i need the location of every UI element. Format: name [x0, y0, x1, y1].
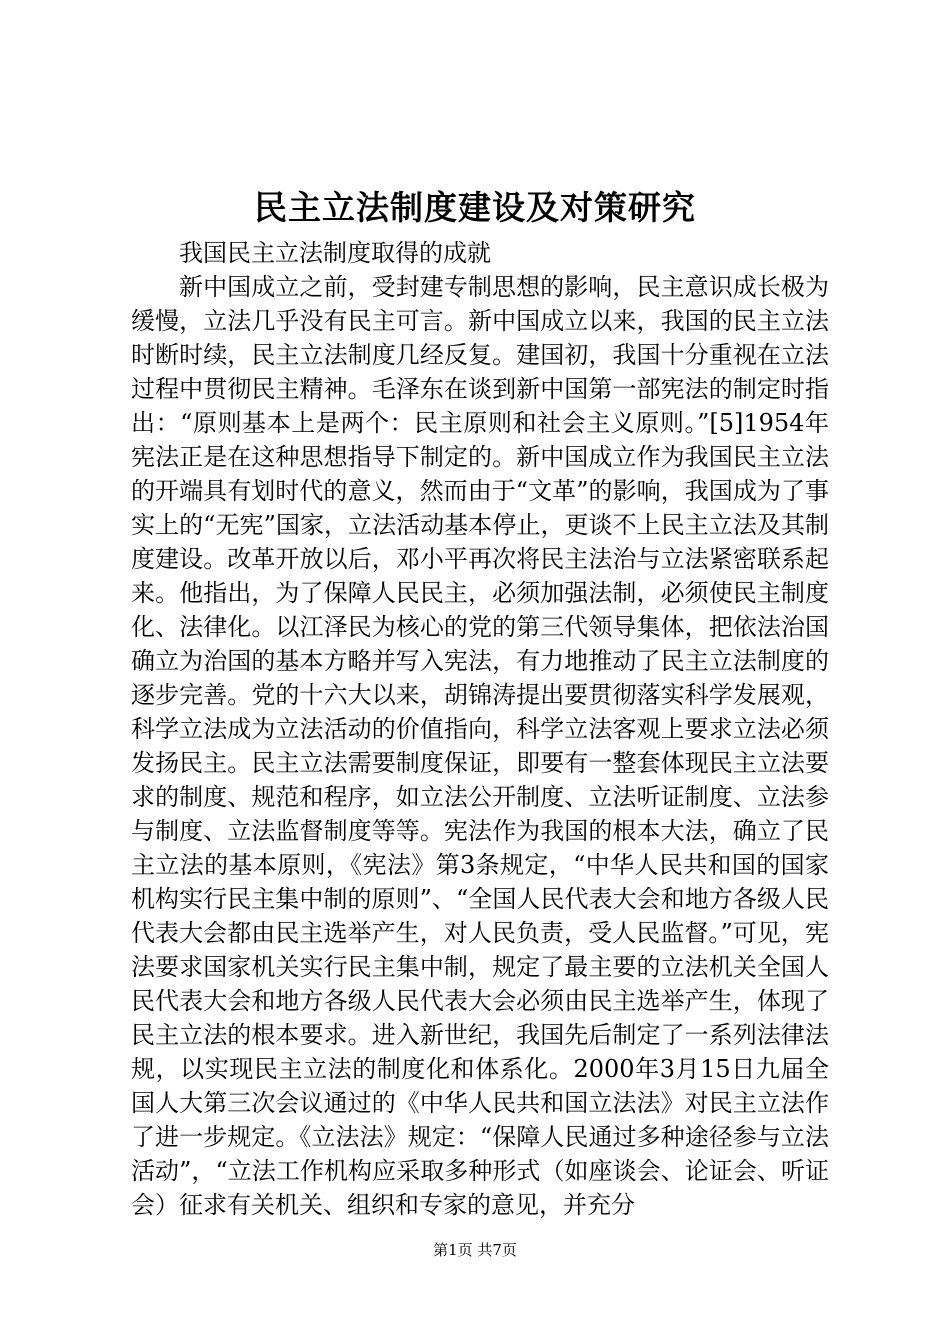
page-footer: 第1页 共7页: [433, 1241, 517, 1259]
section-heading: 我国民主立法制度取得的成就: [179, 239, 491, 267]
body-paragraph: 新中国成立之前，受封建专制思想的影响，民主意识成长极为缓慢，立法几乎没有民主可言。新中国成立以来，我国的民主立法时断时续，民主立法制度几经反复。建国初，我国十分重视在立法过程中贯彻民主精神。毛泽东在谈到新中国第一部宪法的制定时指出：“原则基本上是两个：民主原则和社会主义原则。”[5]1954年宪法正是在这种思想指导下制定的。新中国成立作为我国民主立法的开端具有划时代的意义，然而由于“文革”的影响，我国成为了事实上的“无宪”国家，立法活动基本停止，更谈不上民主立法及其制度建设。改革开放以后，邓小平再次将民主法治与立法紧密联系起来。他指出，为了保障人民民主，必须加强法制，必须使民主制度化、法律化。以江泽民为核心的党的第三代领导集体，把依法治国确立为治国的基本方略并写入宪法，有力地推动了民主立法制度的逐步完善。党的十六大以来，胡锦涛提出要贯彻落实科学发展观，科学立法成为立法活动的价值指向，科学立法客观上要求立法必须发扬民主。民主立法需要制度保证，即要有一整套体现民主立法要求的制度、规范和程序，如立法公开制度、立法听证制度、立法参与制度、立法监督制度等等。宪法作为我国的根本大法，确立了民主立法的基本原则，《宪法》第3条规定，“中华人民共和国的国家机构实行民主集中制的原则”、“全国人民代表大会和地方各级人民代表大会都由民主选举产生，对人民负责，受人民监督。”可见，宪法要求国家机关实行民主集中制，规定了最主要的立法机关全国人民代表大会和地方各级人民代表大会必须由民主选举产生，体现了民主立法的根本要求。进入新世纪，我国先后制定了一系列法律法规，以实现民主立法的制度化和体系化。2000年3月15日九届全国人大第三次会议通过的《中华人民共和国立法法》对民主立法作了进一步规定。《立法法》规定：“保障人民通过多种途径参与立法活动”，“立法工作机构应采取多种形式（如座谈会、论证会、听证会）征求有关机关、组织和专家的意见，并充分: [131, 273, 829, 1219]
document-title: 民主立法制度建设及对策研究: [254, 188, 696, 227]
document-body: [131, 236, 829, 1222]
